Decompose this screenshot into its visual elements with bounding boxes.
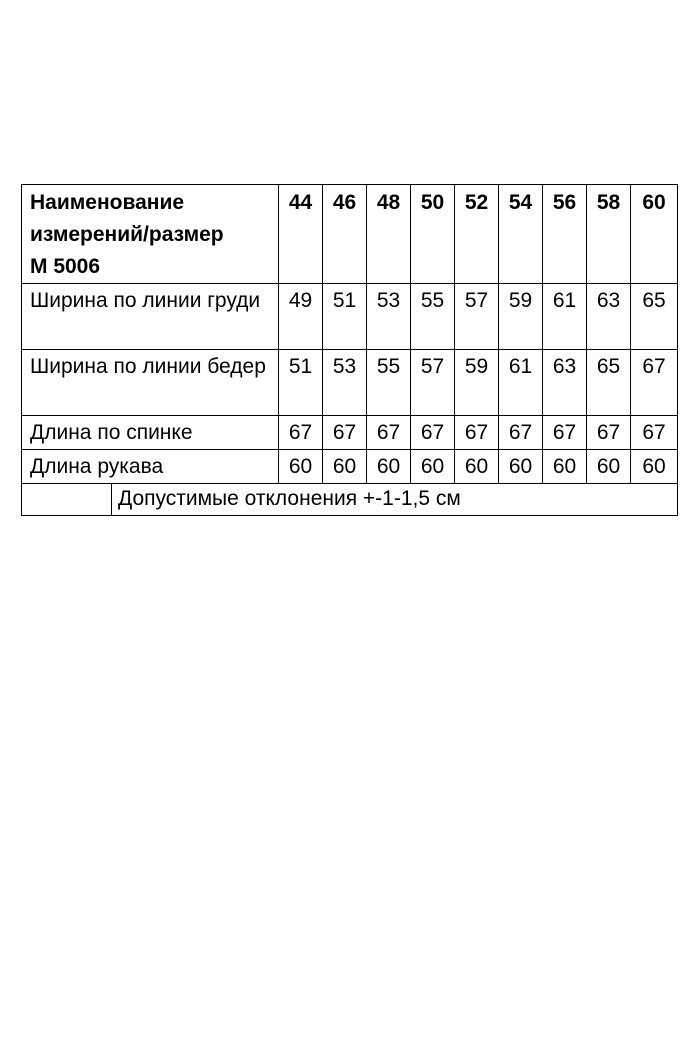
size-header-52: 52 bbox=[455, 185, 499, 284]
table-cell: 60 bbox=[631, 450, 678, 484]
header-label-cell bbox=[22, 185, 279, 284]
table-cell: 67 bbox=[411, 416, 455, 450]
table-cell: 60 bbox=[367, 450, 411, 484]
table-cell: 67 bbox=[631, 350, 678, 416]
table-cell: 60 bbox=[543, 450, 587, 484]
table-cell: 61 bbox=[543, 284, 587, 350]
row-label-sleeve-length: Длина рукава bbox=[22, 450, 279, 484]
table-cell: 60 bbox=[411, 450, 455, 484]
size-header-46: 46 bbox=[323, 185, 367, 284]
table-cell: 53 bbox=[323, 350, 367, 416]
table-cell: 65 bbox=[631, 284, 678, 350]
table-row bbox=[22, 450, 678, 484]
table-cell: 63 bbox=[543, 350, 587, 416]
table-cell: 57 bbox=[411, 350, 455, 416]
table-cell: 67 bbox=[499, 416, 543, 450]
table-row bbox=[22, 350, 678, 416]
size-header-58: 58 bbox=[587, 185, 631, 284]
table-cell: 67 bbox=[631, 416, 678, 450]
table-cell: 67 bbox=[323, 416, 367, 450]
row-label-back-length: Длина по спинке bbox=[22, 416, 279, 450]
table-cell: 60 bbox=[499, 450, 543, 484]
table-cell: 65 bbox=[587, 350, 631, 416]
table-cell: 67 bbox=[367, 416, 411, 450]
tolerance-note: Допустимые отклонения +-1-1,5 см bbox=[112, 484, 678, 516]
header-label-line2: измерений/размер bbox=[30, 223, 224, 246]
table-cell: 59 bbox=[455, 350, 499, 416]
table-cell: 67 bbox=[455, 416, 499, 450]
table-cell: 60 bbox=[455, 450, 499, 484]
size-header-50: 50 bbox=[411, 185, 455, 284]
table-row bbox=[22, 416, 678, 450]
size-header-48: 48 bbox=[367, 185, 411, 284]
table-cell: 55 bbox=[367, 350, 411, 416]
table-cell: 61 bbox=[499, 350, 543, 416]
table-cell: 51 bbox=[323, 284, 367, 350]
table-cell: 63 bbox=[587, 284, 631, 350]
table-row bbox=[22, 284, 678, 350]
table-cell: 67 bbox=[587, 416, 631, 450]
header-label-line1: Наименование bbox=[30, 191, 185, 214]
table-cell: 49 bbox=[279, 284, 323, 350]
row-label-chest-width: Ширина по линии груди bbox=[22, 284, 279, 350]
note-row bbox=[22, 484, 678, 516]
table-cell: 67 bbox=[279, 416, 323, 450]
size-header-44: 44 bbox=[279, 185, 323, 284]
size-header-56: 56 bbox=[543, 185, 587, 284]
header-row bbox=[22, 185, 678, 284]
header-label-line3: М 5006 bbox=[30, 255, 101, 278]
note-empty-cell bbox=[22, 484, 112, 516]
table-cell: 60 bbox=[279, 450, 323, 484]
table-cell: 57 bbox=[455, 284, 499, 350]
table-cell: 60 bbox=[587, 450, 631, 484]
table-cell: 59 bbox=[499, 284, 543, 350]
size-header-54: 54 bbox=[499, 185, 543, 284]
row-label-hip-width: Ширина по линии бедер bbox=[22, 350, 279, 416]
table-cell: 67 bbox=[543, 416, 587, 450]
size-chart-table bbox=[21, 184, 678, 516]
table-cell: 53 bbox=[367, 284, 411, 350]
table-cell: 60 bbox=[323, 450, 367, 484]
table-cell: 51 bbox=[279, 350, 323, 416]
size-header-60: 60 bbox=[631, 185, 678, 284]
table-cell: 55 bbox=[411, 284, 455, 350]
